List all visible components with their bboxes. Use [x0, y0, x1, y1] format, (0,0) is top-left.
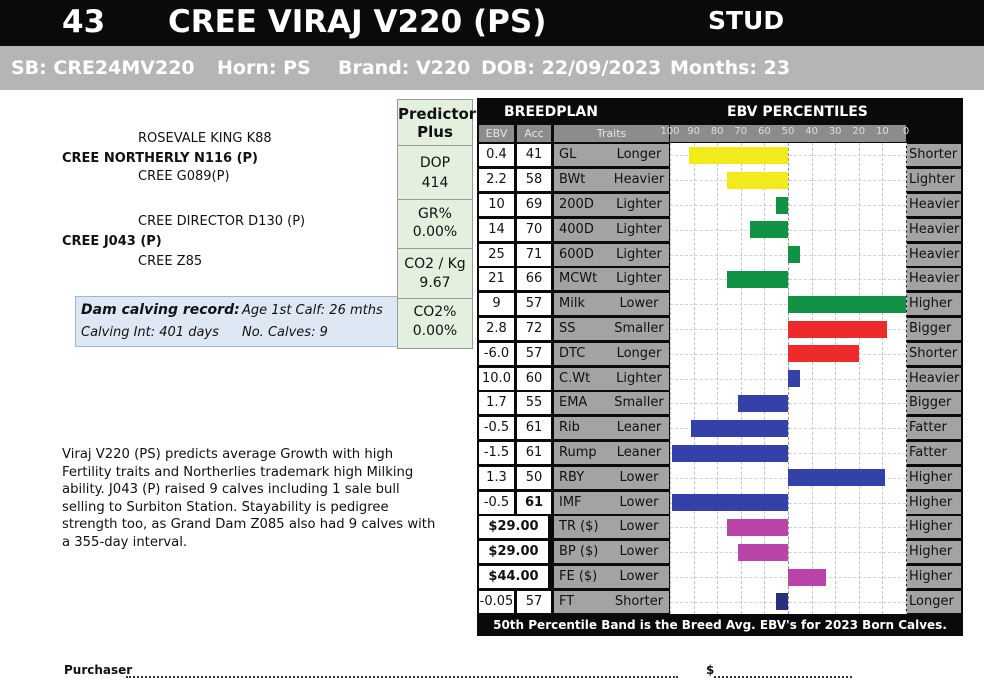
dop-value: 414: [421, 175, 449, 191]
grid-line: [670, 527, 906, 528]
percentile-bar: [776, 197, 788, 214]
percentile-bar: [727, 172, 788, 189]
percentile-bar: [788, 321, 887, 338]
trait-name: EMA: [554, 392, 609, 414]
trait-high-label: Higher: [907, 467, 961, 489]
percentile-bar: [689, 147, 788, 164]
purchaser-line: [126, 676, 678, 678]
trait-low-label: Lower: [609, 467, 669, 489]
gr-value: 0.00%: [412, 224, 458, 240]
grid-line: [670, 180, 906, 181]
accuracy-value: 61: [517, 417, 551, 439]
dam-record-title: Dam calving record:: [81, 302, 240, 318]
accuracy-value: 61: [517, 442, 551, 464]
grid-line: [670, 205, 906, 206]
trait-name: TR ($): [554, 516, 609, 538]
divider: [398, 248, 472, 249]
percentiles-heading: EBV PERCENTILES: [727, 104, 868, 120]
trait-high-label: Higher: [907, 492, 961, 514]
trait-low-label: Lower: [609, 566, 669, 588]
gr-label: GR%: [418, 206, 452, 222]
ebv-value: 1.7: [479, 392, 514, 414]
ebv-value: -1.5: [479, 442, 514, 464]
percentile-bar: [750, 221, 788, 238]
accuracy-value: 58: [517, 169, 551, 191]
ebv-value: $29.00: [479, 541, 548, 563]
ebv-value: 0.4: [479, 144, 514, 166]
ebv-value: 25: [479, 244, 514, 266]
accuracy-value: 57: [517, 293, 551, 315]
accuracy-value: 57: [517, 343, 551, 365]
accuracy-value: 41: [517, 144, 551, 166]
accuracy-value: 69: [517, 194, 551, 216]
identity-bar: [0, 46, 984, 90]
accuracy-value: 55: [517, 392, 551, 414]
trait-low-label: Longer: [609, 343, 669, 365]
trait-high-label: Heavier: [907, 194, 961, 216]
acc-column-header: Acc: [517, 125, 551, 142]
grid-line: [670, 230, 906, 231]
percentile-tick-label: 80: [710, 126, 724, 137]
divider: [398, 199, 472, 200]
trait-low-label: Lower: [609, 516, 669, 538]
predictor-title-line2: Plus: [417, 123, 453, 141]
trait-name: 400D: [554, 219, 609, 241]
grid-line: [670, 403, 906, 404]
trait-high-label: Heavier: [907, 219, 961, 241]
trait-high-label: Higher: [907, 566, 961, 588]
percentile-tick-label: 90: [687, 126, 700, 137]
horn-status: Horn: PS: [217, 57, 311, 79]
grid-line: [670, 279, 906, 280]
purchaser-label: Purchaser: [64, 663, 133, 677]
trait-name: 600D: [554, 244, 609, 266]
percentile-tick-label: 100: [660, 126, 680, 137]
ebv-value: -0.05: [479, 591, 514, 613]
trait-high-label: Higher: [907, 516, 961, 538]
percentile-tick-label: 0: [902, 126, 910, 137]
trait-name: FT: [554, 591, 609, 613]
accuracy-value: 61: [517, 492, 551, 514]
trait-name: C.Wt: [554, 368, 609, 390]
ebv-value: -0.5: [479, 492, 514, 514]
brand: Brand: V220: [338, 57, 471, 79]
grid-line: [670, 602, 906, 603]
percentile-bar: [776, 593, 788, 610]
ebv-value: 1.3: [479, 467, 514, 489]
ebv-value: 21: [479, 268, 514, 290]
percentile-tick-label: 70: [734, 126, 748, 137]
trait-name: Milk: [554, 293, 609, 315]
percentile-tick-label: 10: [876, 126, 889, 137]
percentile-tick-label: 30: [828, 126, 842, 137]
trait-low-label: Lower: [609, 293, 669, 315]
age-months: Months: 23: [670, 57, 791, 79]
trait-low-label: Shorter: [609, 591, 669, 613]
divider: [398, 298, 472, 299]
trait-low-label: Smaller: [609, 392, 669, 414]
trait-high-label: Fatter: [907, 442, 961, 464]
percentile-bar: [672, 445, 788, 462]
trait-name: Rib: [554, 417, 609, 439]
traits-column-header: Traits: [554, 125, 669, 142]
lot-number: 43: [62, 4, 106, 40]
ebv-value: $29.00: [479, 516, 548, 538]
trait-low-label: Leaner: [609, 417, 669, 439]
ebv-value: $44.00: [479, 566, 548, 588]
percentile-bar: [738, 395, 788, 412]
ebv-column-header: EBV: [479, 125, 514, 142]
trait-low-label: Lighter: [609, 244, 669, 266]
co2pct-label: CO2%: [413, 304, 457, 320]
trait-low-label: Lighter: [609, 194, 669, 216]
dam-dam: CREE Z85: [138, 254, 203, 269]
trait-high-label: Fatter: [907, 417, 961, 439]
trait-name: RBY: [554, 467, 609, 489]
percentile-tick-label: 50: [781, 126, 795, 137]
chart-footer: 50th Percentile Band is the Breed Avg. EBV's for 2023 Born Calves.: [493, 618, 947, 632]
sale-comment: Viraj V220 (PS) predicts average Growth with high Fertility traits and Northerlies trademark high Milking ability. J043 (P) raised 9 calves including 1 sale bull selling to Surbiton Station. Stayability is pedigree strength too, as Grand Dam Z085 also had 9 calves with a 355-day interval.: [62, 447, 436, 550]
trait-low-label: Smaller: [609, 318, 669, 340]
sire-dam: CREE G089(P): [138, 169, 230, 184]
trait-name: MCWt: [554, 268, 609, 290]
dam-calving-interval: Calving Int: 401 days: [81, 325, 219, 340]
trait-low-label: Leaner: [609, 442, 669, 464]
trait-low-label: Heavier: [609, 169, 669, 191]
percentile-bar: [672, 494, 788, 511]
predictor-title-line1: Predictor: [398, 105, 477, 123]
price-line: [714, 676, 852, 678]
accuracy-value: 66: [517, 268, 551, 290]
accuracy-value: 70: [517, 219, 551, 241]
trait-low-label: Longer: [609, 144, 669, 166]
percentile-bar: [727, 519, 788, 536]
predictor-plus-panel: [397, 99, 477, 349]
sb-number: SB: CRE24MV220: [11, 57, 195, 79]
trait-high-label: Shorter: [907, 144, 961, 166]
accuracy-value: 71: [517, 244, 551, 266]
dop-label: DOP: [419, 155, 451, 171]
percentile-bar: [727, 271, 788, 288]
percentile-bar: [788, 469, 885, 486]
percentile-bar: [788, 345, 859, 362]
grid-line: [670, 552, 906, 553]
trait-low-label: Lower: [609, 541, 669, 563]
ebv-value: 2.2: [479, 169, 514, 191]
ebv-value: -6.0: [479, 343, 514, 365]
trait-high-label: Lighter: [907, 169, 961, 191]
accuracy-value: 50: [517, 467, 551, 489]
category-label: STUD: [708, 6, 785, 35]
trait-high-label: Higher: [907, 541, 961, 563]
trait-high-label: Shorter: [907, 343, 961, 365]
sire-sire: ROSEVALE KING K88: [138, 131, 272, 146]
trait-high-label: Heavier: [907, 244, 961, 266]
percentile-tick-label: 40: [805, 126, 818, 137]
ebv-value: 10.0: [479, 368, 514, 390]
breedplan-heading: BREEDPLAN: [504, 104, 598, 120]
accuracy-value: 60: [517, 368, 551, 390]
trait-name: FE ($): [554, 566, 609, 588]
ebv-value: 9: [479, 293, 514, 315]
ebv-value: 2.8: [479, 318, 514, 340]
trait-name: Rump: [554, 442, 609, 464]
sire: CREE NORTHERLY N116 (P): [62, 151, 258, 166]
percentile-bar: [788, 296, 906, 313]
lot-header-bar: [0, 0, 984, 46]
trait-high-label: Heavier: [907, 268, 961, 290]
trait-name: BWt: [554, 169, 609, 191]
accuracy-value: 57: [517, 591, 551, 613]
percentile-plot-area: [670, 143, 906, 614]
dam: CREE J043 (P): [62, 234, 162, 249]
dam-age-first-calf: Age 1st Calf: 26 mths: [242, 303, 383, 318]
percentile-tick-label: 60: [758, 126, 771, 137]
trait-low-label: Lighter: [609, 219, 669, 241]
price-label: $: [706, 663, 715, 677]
trait-name: GL: [554, 144, 609, 166]
ebv-chart: [477, 98, 963, 636]
predictor-plus-title: [398, 100, 477, 146]
co2kg-label: CO2 / Kg: [404, 256, 466, 272]
accuracy-value: 72: [517, 318, 551, 340]
trait-name: BP ($): [554, 541, 609, 563]
trait-name: 200D: [554, 194, 609, 216]
percentile-bar: [788, 246, 800, 263]
percentile-bar: [691, 420, 788, 437]
percentile-bar: [788, 569, 826, 586]
trait-high-label: Bigger: [907, 318, 961, 340]
ebv-value: -0.5: [479, 417, 514, 439]
trait-name: IMF: [554, 492, 609, 514]
animal-name: CREE VIRAJ V220 (PS): [168, 4, 547, 40]
trait-name: SS: [554, 318, 609, 340]
co2kg-value: 9.67: [419, 275, 451, 291]
percentile-bar: [738, 544, 788, 561]
dam-calves-count: No. Calves: 9: [242, 325, 328, 340]
dam-calving-record: [75, 296, 404, 347]
ebv-value: 14: [479, 219, 514, 241]
trait-low-label: Lighter: [609, 368, 669, 390]
trait-high-label: Heavier: [907, 368, 961, 390]
percentile-tick-label: 20: [852, 126, 866, 137]
trait-high-label: Higher: [907, 293, 961, 315]
percentile-bar: [788, 370, 800, 387]
trait-high-label: Bigger: [907, 392, 961, 414]
trait-low-label: Lower: [609, 492, 669, 514]
trait-high-label: Longer: [907, 591, 961, 613]
dam-sire: CREE DIRECTOR D130 (P): [138, 214, 306, 229]
trait-low-label: Lighter: [609, 268, 669, 290]
trait-name: DTC: [554, 343, 609, 365]
ebv-value: 10: [479, 194, 514, 216]
co2pct-value: 0.00%: [412, 323, 458, 339]
date-of-birth: DOB: 22/09/2023: [481, 57, 662, 79]
